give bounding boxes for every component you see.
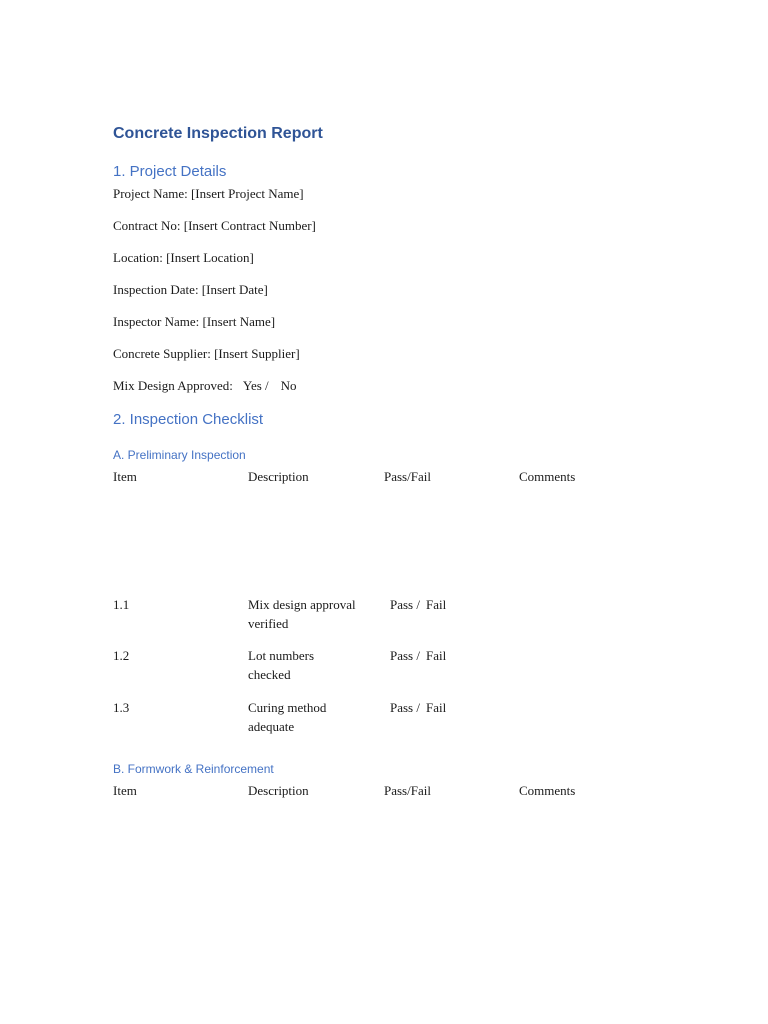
row-description: Mix design approval verified xyxy=(248,597,356,631)
column-header-comments: Comments xyxy=(519,783,576,798)
pass-option[interactable]: Pass / xyxy=(390,648,420,663)
subsection-heading-preliminary-inspection: A. Preliminary Inspection xyxy=(113,448,246,462)
field-location: Location: [Insert Location] xyxy=(113,250,254,265)
section-heading-inspection-checklist: 2. Inspection Checklist xyxy=(113,411,264,428)
mix-design-no-option[interactable]: No xyxy=(280,378,297,393)
row-description: Curing method adequate xyxy=(248,700,327,734)
field-contract-no: Contract No: [Insert Contract Number] xyxy=(113,218,316,233)
fail-option[interactable]: Fail xyxy=(425,700,447,715)
field-project-name: Project Name: [Insert Project Name] xyxy=(113,186,304,201)
column-header-pass-fail: Pass/Fail xyxy=(384,783,431,798)
fail-option[interactable]: Fail xyxy=(425,597,447,612)
column-header-item: Item xyxy=(113,783,137,798)
column-header-item: Item xyxy=(113,469,137,484)
field-inspection-date: Inspection Date: [Insert Date] xyxy=(113,282,268,297)
subsection-heading-formwork-reinforcement: B. Formwork & Reinforcement xyxy=(113,762,274,776)
row-pass-fail xyxy=(390,595,446,614)
pass-option[interactable]: Pass / xyxy=(390,700,420,715)
section-heading-project-details: 1. Project Details xyxy=(113,163,227,180)
field-mix-design-approved xyxy=(113,378,297,394)
fail-option[interactable]: Fail xyxy=(425,648,447,663)
row-description: Lot numbers checked xyxy=(248,648,315,682)
field-concrete-supplier: Concrete Supplier: [Insert Supplier] xyxy=(113,346,300,361)
row-pass-fail xyxy=(390,698,446,717)
mix-design-yes-option[interactable]: Yes / xyxy=(242,378,269,393)
row-item-number: 1.3 xyxy=(113,700,130,715)
report-title: Concrete Inspection Report xyxy=(113,125,323,142)
column-header-pass-fail: Pass/Fail xyxy=(384,469,431,484)
mix-design-label: Mix Design Approved: xyxy=(113,378,233,393)
column-header-description: Description xyxy=(248,783,309,798)
field-inspector-name: Inspector Name: [Insert Name] xyxy=(113,314,276,329)
row-item-number: 1.2 xyxy=(113,648,130,663)
column-header-comments: Comments xyxy=(519,469,576,484)
row-item-number: 1.1 xyxy=(113,597,130,612)
pass-option[interactable]: Pass / xyxy=(390,597,420,612)
row-pass-fail xyxy=(390,646,446,665)
column-header-description: Description xyxy=(248,469,309,484)
